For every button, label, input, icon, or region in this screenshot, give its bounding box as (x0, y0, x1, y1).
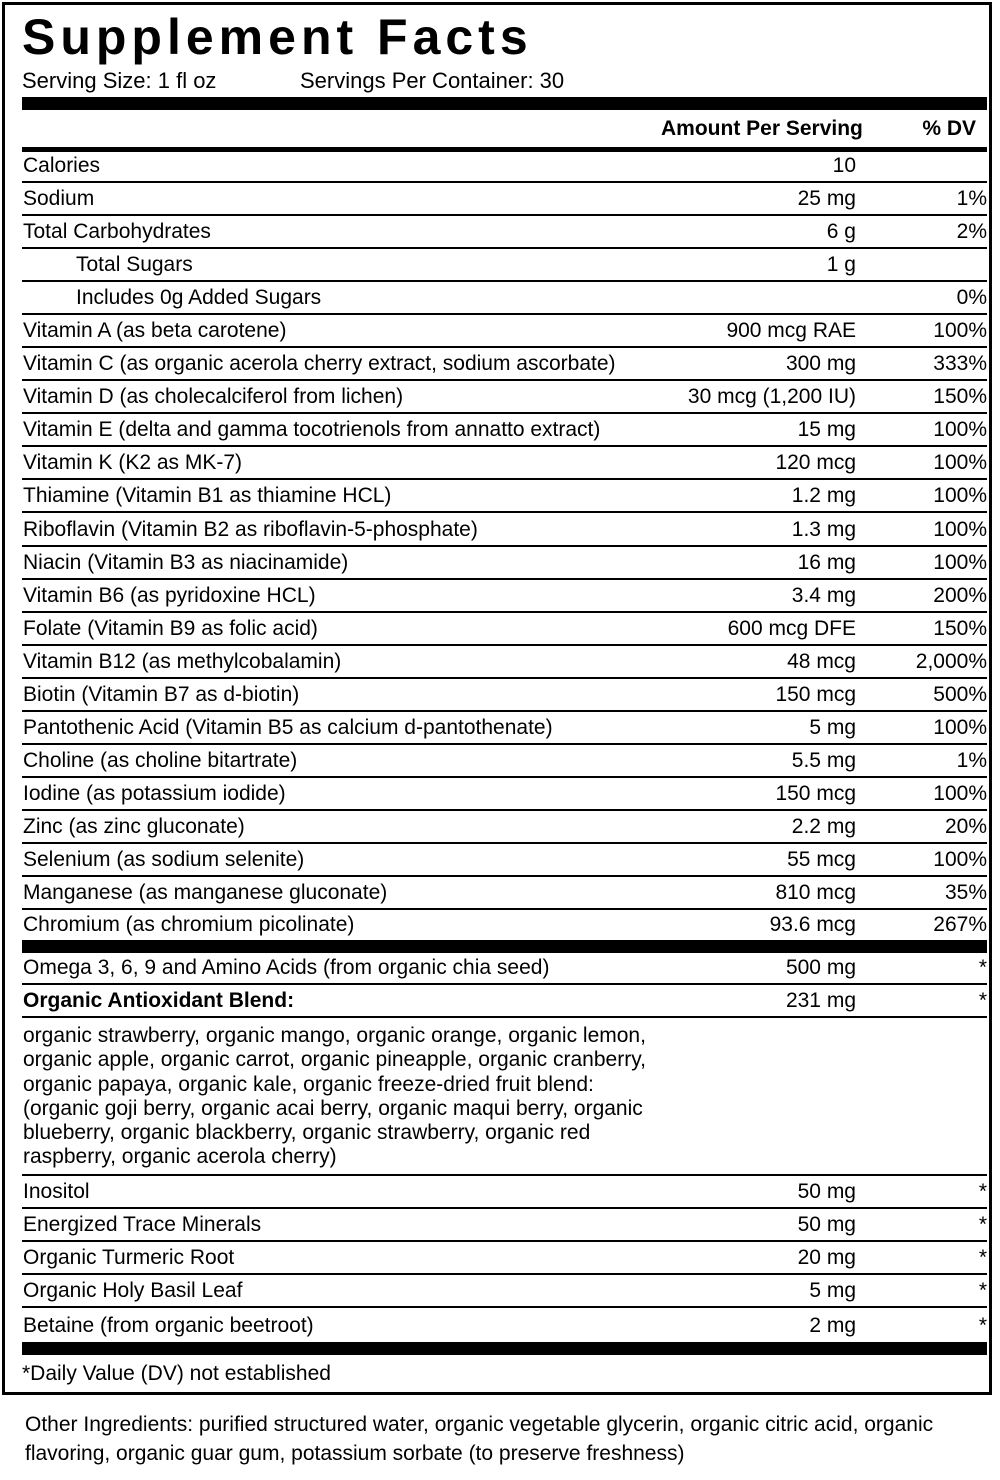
nutrient-row (22, 348, 987, 381)
item-name: Energized Trace Minerals (23, 1213, 262, 1236)
nutrient-amount: 900 mcg RAE (726, 319, 856, 342)
dv-footnote: *Daily Value (DV) not established (22, 1362, 331, 1385)
header-dv: % DV (922, 117, 976, 140)
nutrient-row (22, 910, 987, 940)
nutrient-dv: 100% (933, 451, 987, 474)
nutrient-name: Total Sugars (76, 253, 193, 276)
blend-dv: * (978, 989, 987, 1012)
nutrient-row (22, 547, 987, 580)
nutrient-row (22, 513, 987, 547)
nutrient-amount: 120 mcg (775, 451, 856, 474)
item-name: Omega 3, 6, 9 and Amino Acids (from organic chia seed) (23, 956, 550, 979)
item-dv: * (978, 1180, 987, 1203)
nutrient-name: Selenium (as sodium selenite) (23, 848, 305, 871)
nutrient-dv: 200% (933, 584, 987, 607)
nutrient-amount: 810 mcg (775, 881, 856, 904)
nutrient-name: Vitamin A (as beta carotene) (23, 319, 287, 342)
nutrient-dv: 2,000% (915, 650, 987, 673)
item-amount: 20 mg (797, 1246, 856, 1269)
servings-per-container: Servings Per Container: 30 (300, 68, 565, 93)
nutrient-amount: 55 mcg (787, 848, 856, 871)
nutrient-dv: 267% (933, 913, 987, 936)
nutrient-name: Choline (as choline bitartrate) (23, 749, 298, 772)
thick-divider-top (22, 97, 987, 110)
nutrient-amount: 10 (832, 154, 856, 177)
nutrient-row (22, 414, 987, 447)
nutrient-name: Vitamin K (K2 as MK-7) (23, 451, 243, 474)
nutrient-amount: 3.4 mg (791, 584, 856, 607)
nutrient-name: Niacin (Vitamin B3 as niacinamide) (23, 551, 349, 574)
nutrient-dv: 100% (933, 484, 987, 507)
item-name: Betaine (from organic beetroot) (23, 1314, 314, 1337)
blend-name: Organic Antioxidant Blend: (23, 989, 295, 1012)
nutrient-name: Iodine (as potassium iodide) (23, 782, 286, 805)
other-item-row (22, 1209, 987, 1242)
thick-divider-bottom (22, 1342, 987, 1355)
item-name: Organic Turmeric Root (23, 1246, 235, 1269)
nutrient-dv: 100% (933, 848, 987, 871)
nutrient-dv: 35% (944, 881, 987, 904)
item-dv: * (978, 1314, 987, 1337)
item-amount: 50 mg (797, 1213, 856, 1236)
nutrient-amount: 6 g (826, 220, 856, 243)
blend-amount: 231 mg (785, 989, 856, 1012)
nutrient-amount: 2.2 mg (791, 815, 856, 838)
nutrient-row (22, 877, 987, 910)
nutrient-name: Pantothenic Acid (Vitamin B5 as calcium d-pantothenate) (23, 716, 553, 739)
nutrient-amount: 25 mg (797, 187, 856, 210)
nutrient-dv: 100% (933, 418, 987, 441)
nutrient-name: Calories (23, 154, 101, 177)
nutrient-dv: 100% (933, 319, 987, 342)
nutrient-dv: 100% (933, 782, 987, 805)
nutrient-dv: 1% (956, 749, 987, 772)
nutrient-row (22, 249, 987, 282)
nutrient-dv: 2% (956, 220, 987, 243)
nutrient-row (22, 381, 987, 414)
item-name: Organic Holy Basil Leaf (23, 1279, 243, 1302)
nutrient-row (22, 679, 987, 712)
nutrient-name: Riboflavin (Vitamin B2 as riboflavin-5-phosphate) (23, 518, 478, 541)
nutrient-name: Vitamin C (as organic acerola cherry extract, sodium ascorbate) (23, 352, 616, 375)
nutrient-name: Biotin (Vitamin B7 as d-biotin) (23, 683, 300, 706)
other-item-row (22, 1176, 987, 1209)
nutrient-row (22, 778, 987, 811)
nutrient-row (22, 646, 987, 679)
nutrient-amount: 5 mg (809, 716, 856, 739)
item-amount: 500 mg (785, 956, 856, 979)
nutrient-amount: 1.2 mg (791, 484, 856, 507)
nutrient-row (22, 613, 987, 646)
nutrient-amount: 600 mcg DFE (727, 617, 856, 640)
item-dv: * (978, 956, 987, 979)
nutrient-amount: 150 mcg (775, 683, 856, 706)
other-item-row (22, 1242, 987, 1275)
nutrient-dv: 500% (933, 683, 987, 706)
nutrient-row (22, 282, 987, 315)
nutrient-name: Manganese (as manganese gluconate) (23, 881, 388, 904)
serving-size: Serving Size: 1 fl oz (22, 68, 217, 93)
nutrient-dv: 20% (944, 815, 987, 838)
blend-ingredients: organic strawberry, organic mango, organic orange, organic lemon, organic apple, organic carrot, organic pineapple, organic cranberry, organic papaya, organic kale, organic freeze-dried fruit blend: (organic goji berry, organic acai berry, organic maqui berry, organic blueberry, organic blackberry, organic strawberry, organic red raspberry, organic acerola cherry) (23, 1024, 646, 1169)
blend-row (22, 985, 987, 1018)
item-amount: 50 mg (797, 1180, 856, 1203)
other-item-row (22, 1275, 987, 1308)
nutrient-dv: 333% (933, 352, 987, 375)
nutrient-amount: 300 mg (785, 352, 856, 375)
nutrient-amount: 16 mg (797, 551, 856, 574)
nutrient-dv: 100% (933, 716, 987, 739)
nutrient-row (22, 216, 987, 249)
header-amount: Amount Per Serving (661, 117, 863, 140)
nutrient-amount: 30 mcg (1,200 IU) (687, 385, 856, 408)
serving-info (22, 68, 565, 94)
nutrient-amount: 1.3 mg (791, 518, 856, 541)
panel-title: Supplement Facts (22, 9, 533, 65)
item-name: Inositol (23, 1180, 90, 1203)
nutrient-name: Folate (Vitamin B9 as folic acid) (23, 617, 318, 640)
nutrient-name: Thiamine (Vitamin B1 as thiamine HCL) (23, 484, 392, 507)
nutrient-name: Zinc (as zinc gluconate) (23, 815, 245, 838)
nutrient-amount: 150 mcg (775, 782, 856, 805)
nutrient-row (22, 580, 987, 613)
nutrient-row (22, 183, 987, 216)
nutrient-dv: 100% (933, 551, 987, 574)
item-dv: * (978, 1213, 987, 1236)
nutrient-row (22, 712, 987, 745)
nutrient-dv: 100% (933, 518, 987, 541)
nutrient-amount: 48 mcg (787, 650, 856, 673)
nutrient-name: Chromium (as chromium picolinate) (23, 913, 355, 936)
other-ingredients: Other Ingredients: purified structured water, organic vegetable glycerin, organic citric acid, organic flavoring, organic guar gum, potassium sorbate (to preserve freshness) (25, 1413, 934, 1465)
nutrient-name: Total Carbohydrates (23, 220, 211, 243)
nutrient-name: Includes 0g Added Sugars (76, 286, 322, 309)
other-item-row (22, 953, 987, 985)
other-item-row (22, 1308, 987, 1341)
nutrient-dv: 150% (933, 617, 987, 640)
item-amount: 5 mg (809, 1279, 856, 1302)
nutrient-dv: 0% (956, 286, 987, 309)
nutrient-name: Sodium (23, 187, 95, 210)
nutrient-row (22, 315, 987, 348)
nutrient-amount: 1 g (826, 253, 856, 276)
nutrient-row (22, 152, 987, 183)
nutrient-row (22, 447, 987, 480)
item-dv: * (978, 1279, 987, 1302)
nutrient-dv: 150% (933, 385, 987, 408)
nutrient-name: Vitamin B6 (as pyridoxine HCL) (23, 584, 316, 607)
nutrient-name: Vitamin D (as cholecalciferol from lichen) (23, 385, 404, 408)
nutrient-dv: 1% (956, 187, 987, 210)
nutrient-row (22, 745, 987, 778)
nutrient-row (22, 480, 987, 513)
nutrient-amount: 15 mg (797, 418, 856, 441)
nutrient-name: Vitamin E (delta and gamma tocotrienols from annatto extract) (23, 418, 601, 441)
nutrient-amount: 93.6 mcg (769, 913, 856, 936)
nutrient-row (22, 811, 987, 844)
nutrient-amount: 5.5 mg (791, 749, 856, 772)
item-amount: 2 mg (809, 1314, 856, 1337)
nutrient-row (22, 844, 987, 877)
nutrient-name: Vitamin B12 (as methylcobalamin) (23, 650, 342, 673)
item-dv: * (978, 1246, 987, 1269)
thick-divider-middle (22, 940, 987, 953)
